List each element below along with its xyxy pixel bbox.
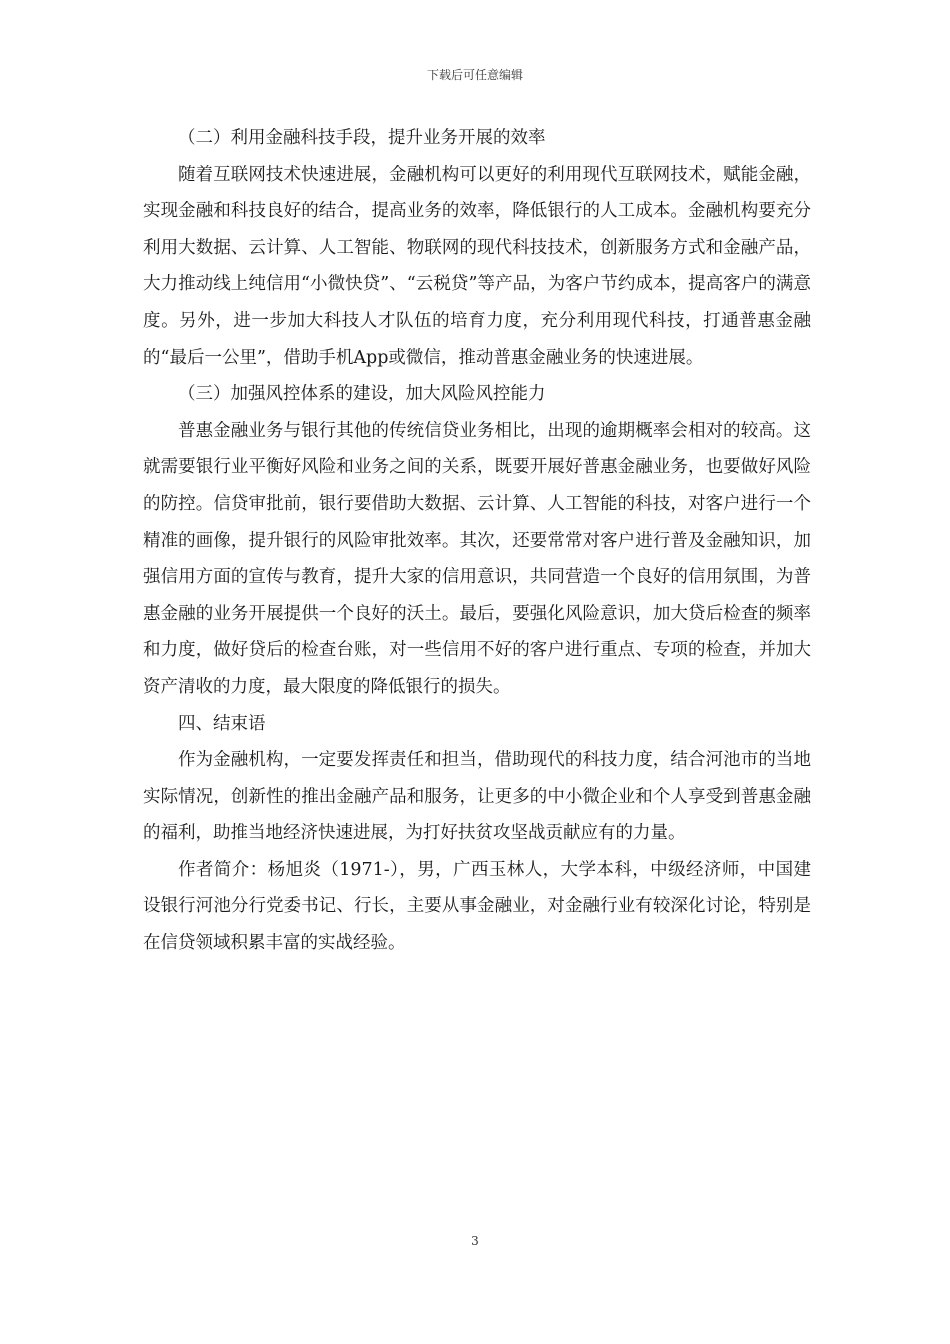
section-heading: （三）加强风控体系的建设，加大风险风控能力 <box>178 384 546 405</box>
section-paragraph: 随着互联网技术快速进展，金融机构可以更好的利用现代互联网技术，赋能金融，实现金融和科技良好的结合，提高业务的效率，降低银行的人工成本。金融机构要充分利用大数据、云计算、人工智能、物联网的现代科技技术，创新服务方式和金融产品，大力推动线上纯信用“小微快贷”、“云税贷”等产品，为客户节约成本，提高客户的满意度。另外，进一步加大科技人才队伍的培育力度，充分利用现代科技，打通普惠金融的“最后一公里”，借助手机App或微信，推动普惠金融业务的快速进展。 <box>143 164 811 368</box>
section-paragraph: 作为金融机构，一定要发挥责任和担当，借助现代的科技力度，结合河池市的当地实际情况，创新性的推出金融产品和服务，让更多的中小微企业和个人享受到普惠金融的福利，助推当地经济快速进展，为打好扶贫攻坚战贡献应有的力量。 <box>143 750 811 844</box>
page-number: 3 <box>471 1234 479 1248</box>
page-header: 下载后可任意编辑 <box>426 68 523 82</box>
document-body <box>143 120 811 962</box>
author-bio: 作者简介：杨旭炎（1971-），男，广西玉林人，大学本科，中级经济师，中国建设银行河池分行党委书记、行长，主要从事金融业，对金融行业有较深化讨论，特别是在信贷领域积累丰富的实战经验。 <box>143 859 811 954</box>
section-heading: 四、结束语 <box>178 713 266 734</box>
section-paragraph: 普惠金融业务与银行其他的传统信贷业务相比，出现的逾期概率会相对的较高。这就需要银行业平衡好风险和业务之间的关系，既要开展好普惠金融业务，也要做好风险的防控。信贷审批前，银行要借助大数据、云计算、人工智能的科技，对客户进行一个精准的画像，提升银行的风险审批效率。其次，还要常常对客户进行普及金融知识，加强信用方面的宣传与教育，提升大家的信用意识，共同营造一个良好的信用氛围，为普惠金融的业务开展提供一个良好的沃土。最后，要强化风险意识，加大贷后检查的频率和力度，做好贷后的检查台账，对一些信用不好的客户进行重点、专项的检查，并加大资产清收的力度，最大限度的降低银行的损失。 <box>143 420 811 697</box>
section-heading: （二）利用金融科技手段，提升业务开展的效率 <box>178 128 546 148</box>
